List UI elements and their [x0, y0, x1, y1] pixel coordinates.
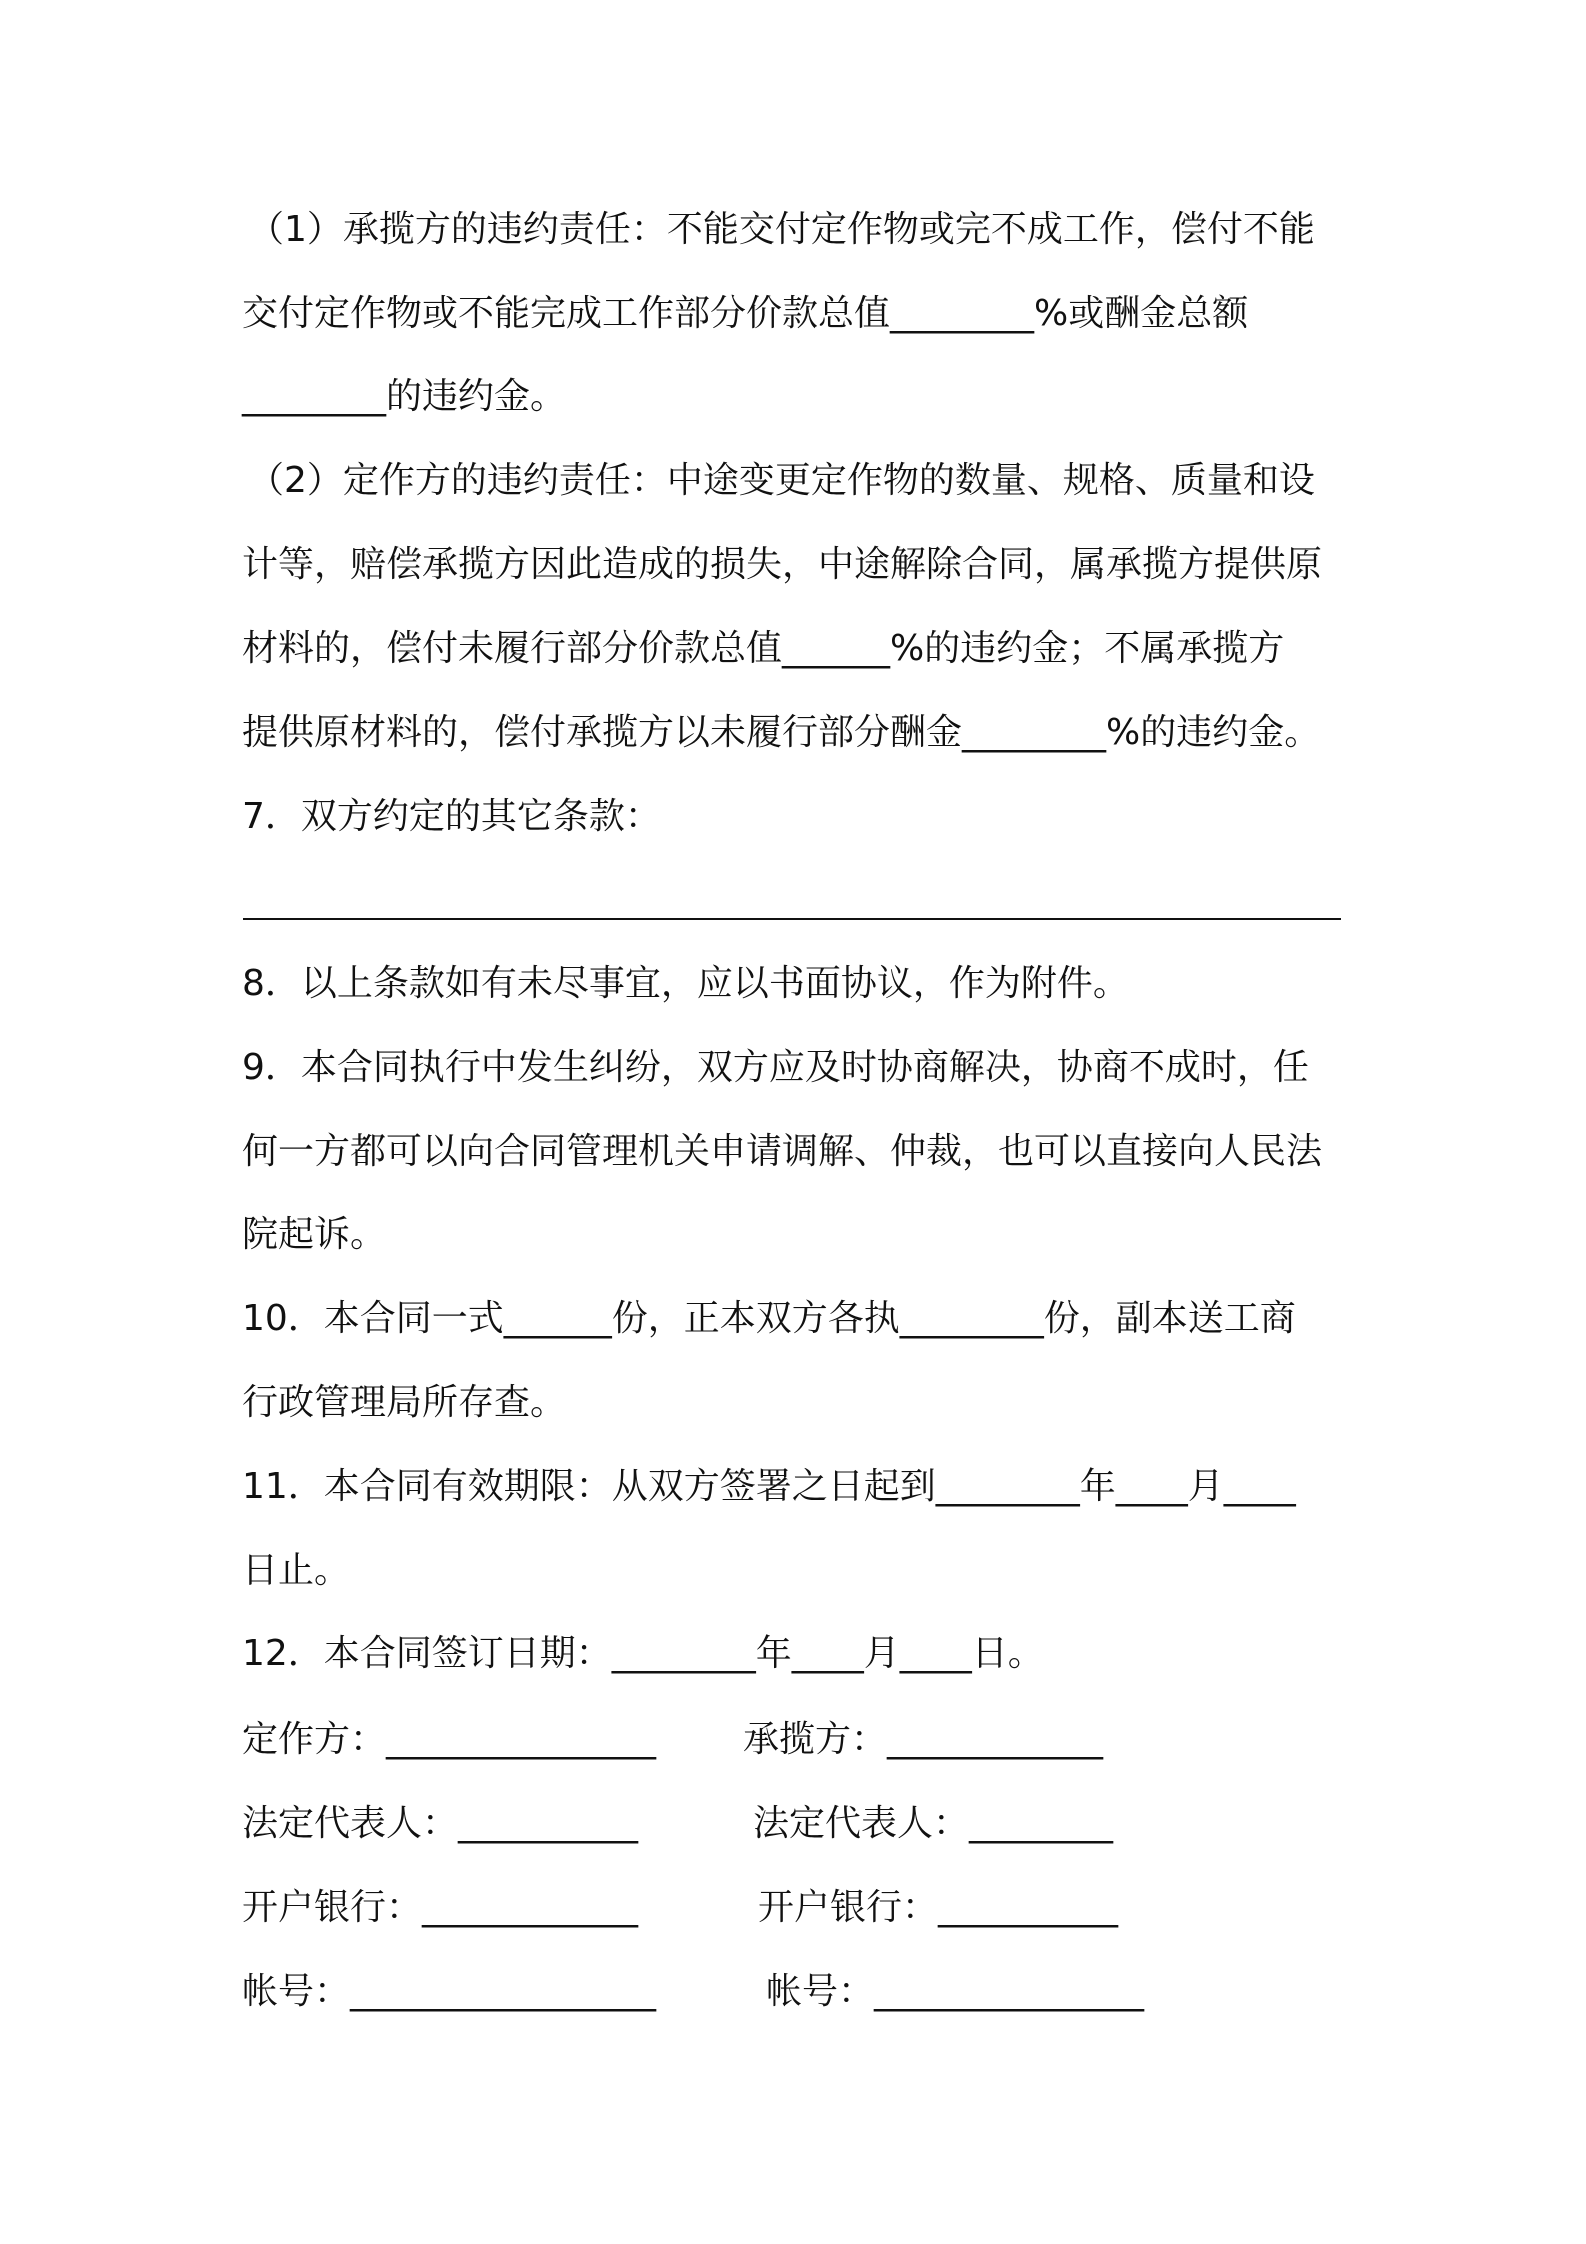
clause-6-1-line-3: ________的违约金。: [242, 376, 567, 417]
clause-6-1-line-1: （1）承揽方的违约责任：不能交付定作物或完不成工作，偿付不能: [248, 209, 1315, 250]
signature-contractor-account: 帐号：_________________: [242, 1971, 657, 2012]
clause-7: 7．双方约定的其它条款：: [242, 796, 661, 837]
signature-undertaker-representative: 法定代表人：________: [753, 1803, 1114, 1844]
clause-6-2-line-1: （2）定作方的违约责任：中途变更定作物的数量、规格、质量和设: [248, 460, 1315, 501]
clause-10-line-2: 行政管理局所存查。: [242, 1382, 567, 1423]
signature-contractor-bank: 开户银行：____________: [242, 1887, 639, 1928]
clause-11-line-1: 11．本合同有效期限：从双方签署之日起到________年____月____: [242, 1466, 1296, 1507]
clause-9-line-2: 何一方都可以向合同管理机关申请调解、仲裁，也可以直接向人民法: [242, 1131, 1323, 1172]
clause-6-2-line-3: 材料的，偿付未履行部分价款总值______%的违约金；不属承揽方: [242, 628, 1285, 669]
clause-9-line-3: 院起诉。: [242, 1214, 387, 1255]
signature-contractor-label: 定作方：_______________: [242, 1719, 657, 1760]
signature-undertaker-bank: 开户银行：__________: [758, 1887, 1119, 1928]
signature-undertaker-label: 承揽方：____________: [743, 1719, 1104, 1760]
clause-12: 12．本合同签订日期：________年____月____日。: [242, 1633, 1044, 1674]
clause-11-line-2: 日止。: [242, 1550, 351, 1591]
signature-contractor-representative: 法定代表人：__________: [242, 1803, 639, 1844]
clause-6-1-line-2: 交付定作物或不能完成工作部分价款总值________%或酬金总额: [242, 293, 1249, 334]
clause-7-blank-line: [243, 918, 1341, 920]
clause-6-2-line-2: 计等，赔偿承揽方因此造成的损失，中途解除合同，属承揽方提供原: [242, 544, 1323, 585]
signature-undertaker-account: 帐号：_______________: [766, 1971, 1145, 2012]
clause-6-2-line-4: 提供原材料的，偿付承揽方以未履行部分酬金________%的违约金。: [242, 712, 1321, 753]
clause-8: 8．以上条款如有未尽事宜，应以书面协议，作为附件。: [242, 963, 1129, 1004]
clause-9-line-1: 9．本合同执行中发生纠纷，双方应及时协商解决，协商不成时，任: [242, 1047, 1309, 1088]
clause-10-line-1: 10．本合同一式______份，正本双方各执________份，副本送工商: [242, 1298, 1296, 1339]
